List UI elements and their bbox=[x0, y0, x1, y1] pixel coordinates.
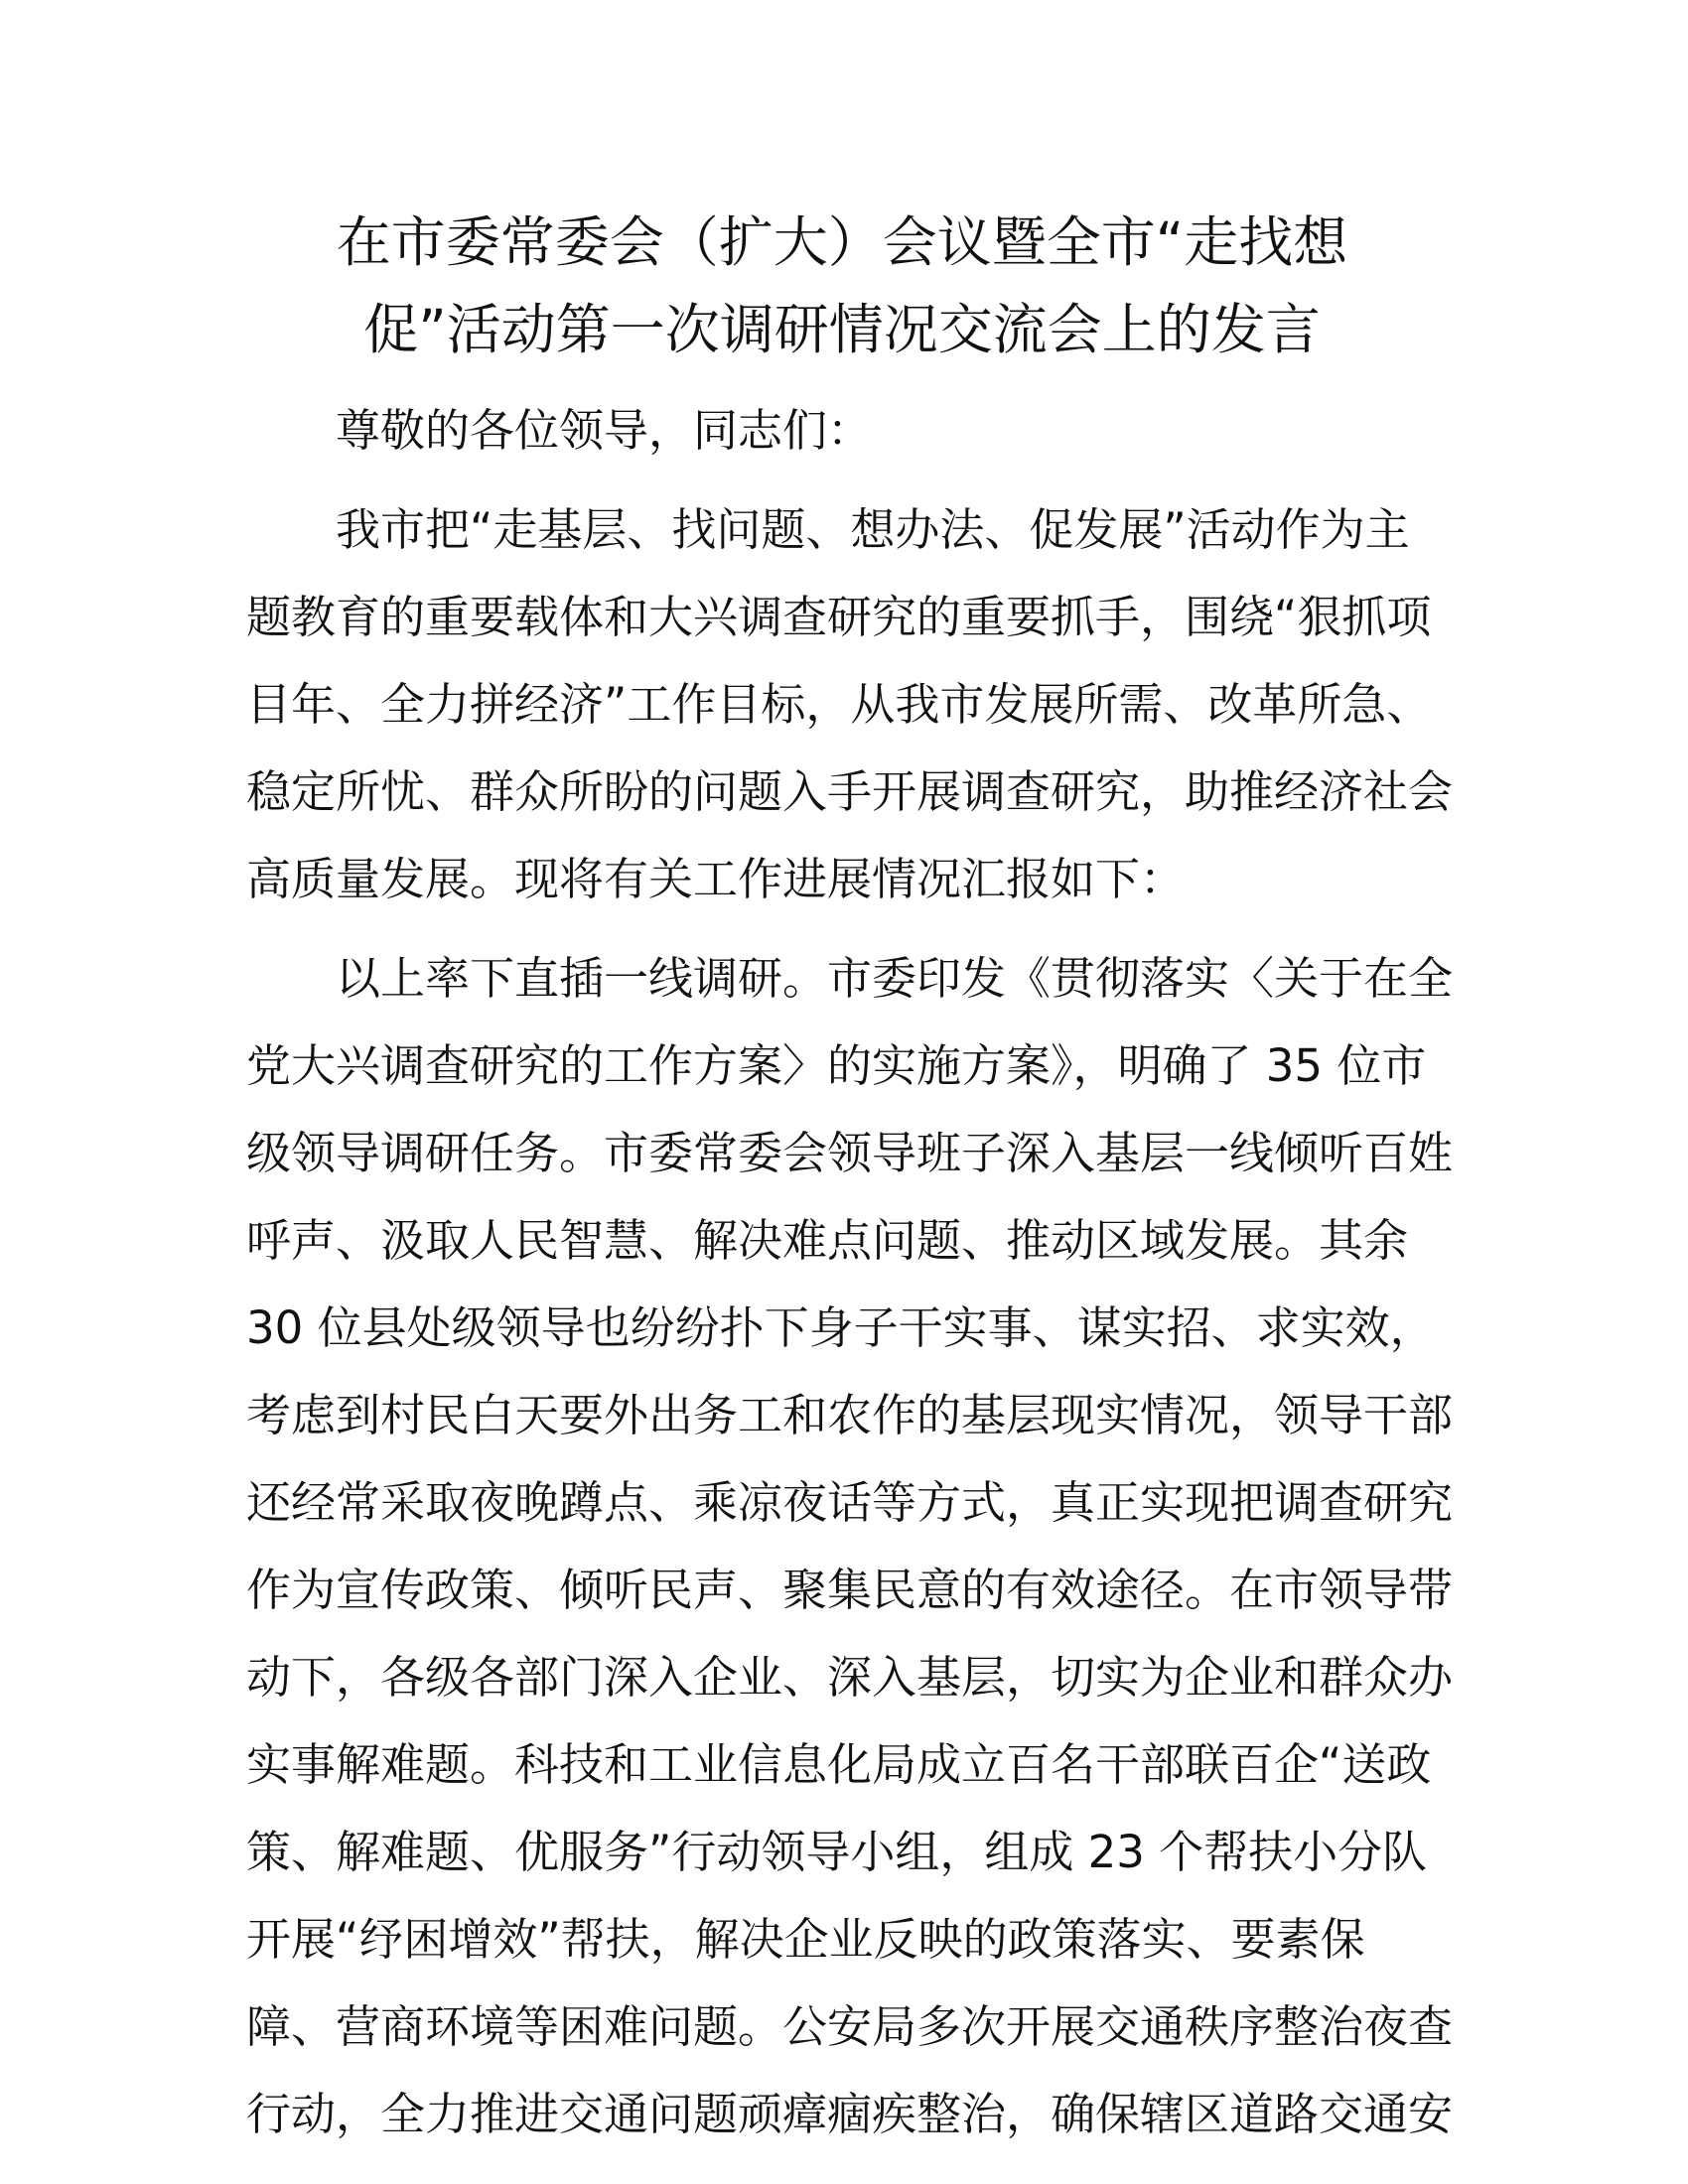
paragraph-line: 实事解难题。科技和工业信息化局成立百名干部联百企“送政 bbox=[246, 1738, 1432, 1791]
paragraph-line: 党大兴调查研究的工作方案〉的实施方案》，明确了 35 位市 bbox=[246, 1039, 1427, 1092]
salutation: 尊敬的各位领导，同志们： bbox=[336, 404, 873, 457]
paragraph-research bbox=[246, 935, 1454, 2158]
paragraph-line: 作为宣传政策、倾听民声、聚集民意的有效途径。在市领导带 bbox=[246, 1564, 1454, 1616]
paragraph-line: 行动，全力推进交通问题顽瘴痼疾整治，确保辖区道路交通安 bbox=[246, 2088, 1454, 2140]
paragraph-line: 策、解难题、优服务”行动领导小组，组成 23 个帮扶小分队 bbox=[246, 1826, 1428, 1878]
paragraph-line: 30 位县处级领导也纷纷扑下身子干实事、谋实招、求实效， bbox=[246, 1301, 1435, 1354]
paragraph-line: 以上率下直插一线调研。市委印发《贯彻落实〈关于在全 bbox=[336, 952, 1454, 1005]
paragraph-intro bbox=[246, 486, 1454, 923]
paragraph-line: 高质量发展。现将有关工作进展情况汇报如下： bbox=[246, 853, 1186, 905]
paragraph-line: 稳定所忧、群众所盼的问题入手开展调查研究，助推经济社会 bbox=[246, 765, 1454, 818]
document-title bbox=[246, 199, 1438, 373]
paragraph-line: 呼声、汲取人民智慧、解决难点问题、推动区域发展。其余 bbox=[246, 1214, 1409, 1267]
title-line-2: 促”活动第一次调研情况交流会上的发言 bbox=[363, 298, 1321, 361]
paragraph-line: 题教育的重要载体和大兴调查研究的重要抓手，围绕“狠抓项 bbox=[246, 591, 1432, 643]
title-line-1: 在市委常委会（扩大）会议暨全市“走找想 bbox=[336, 210, 1348, 274]
paragraph-line: 目年、全力拼经济”工作目标，从我市发展所需、改革所急、 bbox=[246, 678, 1432, 731]
paragraph-line: 开展“纾困增效”帮扶，解决企业反映的政策落实、要素保 bbox=[246, 1913, 1365, 1966]
paragraph-line: 级领导调研任务。市委常委会领导班子深入基层一线倾听百姓 bbox=[246, 1127, 1454, 1179]
paragraph-line: 还经常采取夜晚蹲点、乘凉夜话等方式，真正实现把调查研究 bbox=[246, 1476, 1454, 1529]
paragraph-line: 动下，各级各部门深入企业、深入基层，切实为企业和群众办 bbox=[246, 1651, 1454, 1704]
paragraph-line: 我市把“走基层、找问题、想办法、促发展”活动作为主 bbox=[336, 503, 1410, 556]
document-page bbox=[246, 199, 1454, 2158]
paragraph-line: 障、营商环境等困难问题。公安局多次开展交通秩序整治夜查 bbox=[246, 2000, 1454, 2053]
paragraph-line: 考虑到村民白天要外出务工和农作的基层现实情况，领导干部 bbox=[246, 1389, 1454, 1441]
